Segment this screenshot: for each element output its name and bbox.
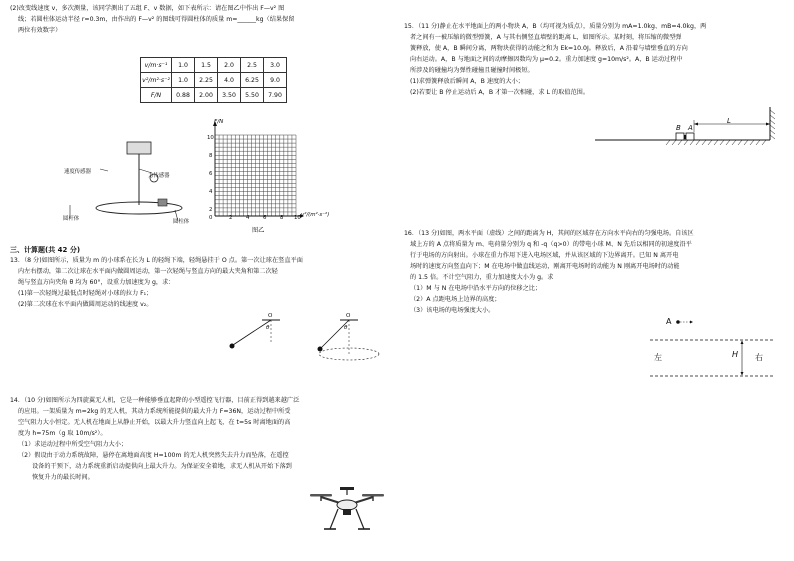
q16-line-2: 域上方的 A 点将质量为 m、电荷量分别为 q 和 -q（q>0）的带电小球 M、N 先后以相同的初速度沿平 [410,241,692,248]
floor-hatch [750,140,754,145]
q12-line-2: 线；若圆柱体运动半径 r=0.3m，由作出的 F—v² 的图线可得圆柱体的质量 m=______kg（结果保留 [18,16,295,23]
floor-hatch [696,140,700,145]
q13-line-2: 内左右摆动，第二次让球在水平面内做圆周运动，第一次轻绳与竖直方向的最大夹角和第二次轻 [18,268,278,275]
section-title: 三、计算题(共 42 分) [10,246,81,254]
q15-line-7: (2)若要让 B 停止运动后 A，B 才第一次相碰，求 L 的取值范围。 [410,89,590,96]
floor-hatch [684,140,688,145]
floor-hatch [666,140,670,145]
wall-hatch [770,115,775,119]
q12-data-table [140,57,287,103]
q12-line-3: 两位有效数字） [18,27,62,34]
floor-hatch [762,140,766,145]
graph-ylabel: F/N [214,119,224,125]
q16-line-6: （1）M 与 N 在电场中沿水平方向的位移之比； [410,285,542,292]
label-a-point: A [666,317,672,326]
label-speed-sensor: 速度传感器 [64,169,91,175]
q14-line-7: 设备的干预下，动力系统重新启动提供向上最大升力。为保证安全着地，求无人机从开始下落到 [32,463,292,470]
q15-line-3: 簧释放，使 A，B 瞬间分离，两物块获得的动能之和为 Ek=10.0J。释放后，A 沿着与墙壁垂直的方向 [410,45,688,52]
graph-caption: 图乙 [252,227,265,234]
y-tick: 10 [207,135,214,141]
label-right: 右 [755,353,763,362]
q13-line-3: 绳与竖直方向夹角 θ 均为 60°，设重力加速度为 g，求： [18,279,175,286]
wall-hatch [770,135,775,139]
q14-line-4: 度为 h=75m（g 取 10m/s²）。 [18,430,107,437]
label-a: A [688,124,693,132]
table-row: F/N 0.88 2.00 3.50 5.50 7.90 [141,88,287,103]
q16-line-4: 场时的速度方向竖直向下；M 在电场中做直线运动，刚离开电场时的动能为 N 刚离开电场时的动能 [410,263,680,270]
q13-line-5: (2)第二次球在水平面内做圆周运动的线速度 v₂。 [18,301,153,308]
q15-line-4: 向右运动。A，B 与地面之间的动摩擦因数均为 μ=0.2。重力加速度 g=10m/s²。A，B 运动过程中 [410,56,683,63]
point-a [676,320,680,324]
label-cylinder: 圆柱体 [173,219,190,225]
x-tick: 4 [246,215,250,221]
x-tick: 8 [280,215,284,221]
drone-image [300,485,395,535]
floor-hatch [744,140,748,145]
floor-hatch [732,140,736,145]
q15-line-2: 者之间有一被压缩的微型弹簧，A 与其右侧竖直墙壁的距离 L，如图所示。某时刻，将压缩的微型弹 [410,34,682,41]
q14-line-8: 恢复升力的最长时间。 [32,474,94,481]
wall-hatch [770,130,775,134]
q14-line-1: 14．（10 分)如图所示为四旋翼无人机，它是一种能够垂直起降的小型遥控飞行器，目前正得到越来越广泛 [10,397,300,404]
ball-right [318,347,323,352]
camera [343,509,351,515]
floor-hatch [690,140,694,145]
label-o-left: O [268,313,273,319]
label-theta-left: θ [266,325,270,331]
q15-line-6: (1)求弹簧释放后瞬间 A，B 速度的大小； [410,78,524,85]
block-b [676,133,684,140]
q15-figure [590,102,780,150]
floor-hatch [708,140,712,145]
q14-line-6: （2）假设由于动力系统故障，悬停在离地面高度 H=100m 的无人机突然失去升力而坠落，在遥控 [18,452,289,459]
floor-hatch [720,140,724,145]
x-tick: 10 [294,215,301,221]
q12-line-1: (2)改变线速度 v，多次测量，该同学测出了五组 F、v 数据，如下表所示：请在图乙中作出 F—v² 图 [10,5,285,12]
floor-hatch [756,140,760,145]
graph-gridlines [215,135,296,216]
q16-line-1: 16．（13 分)如图，两水平面（虚线）之间的距离为 H，其间的区域存在方向水平向右的匀强电场。自该区 [404,230,694,237]
floor-hatch [678,140,682,145]
wall-hatch [770,125,775,129]
table-row: v/m·s⁻¹ 1.0 1.5 2.0 2.5 3.0 [141,58,287,73]
y-tick: 4 [209,189,213,195]
floor-hatch [738,140,742,145]
y-tick: 6 [209,171,213,177]
wall-hatch [770,110,775,114]
graph-xlabel: v²/(m²·s⁻²) [301,212,330,218]
q15-line-5: 所涉及的碰撞均为弹性碰撞且碰撞时间极短。 [410,67,534,74]
label-l: L [727,117,731,125]
force-sensor-box [127,142,151,154]
q15-line-1: 15．（11 分)静止在水平地面上的两小物块 A，B（均可视为质点），质量分别为 mA=1.0kg、mB=4.0kg，两 [404,23,707,30]
ball-left [230,344,235,349]
drone-body [337,500,357,510]
q16-line-7: （2）A 点距电场上边界的高度； [410,296,501,303]
cylinder-block [158,199,167,206]
table-row: v²/m²·s⁻² 1.0 2.25 4.0 6.25 9.0 [141,73,287,88]
y-tick: 8 [209,153,213,159]
label-theta-right: θ [344,325,348,331]
x-tick: 6 [263,215,267,221]
block-a [686,133,694,140]
floor-hatch [672,140,676,145]
floor-hatch [726,140,730,145]
q16-line-5: 的 1.5 倍。不计空气阻力，重力加速度大小为 g。求 [410,274,554,281]
q13-line-1: 13．（8 分)如图所示，质量为 m 的小球系在长为 L 的轻绳下端，轻绳悬挂于 O 点。第一次让球在竖直平面 [10,257,303,264]
q16-line-3: 行于电场的方向射出。小球在重力作用下进入电场区域，并从该区域的下边界离开。已知 N 离开电 [410,252,679,259]
x-tick: 2 [229,215,233,221]
label-o-right: O [346,313,351,319]
q13-line-4: (1)第一次轻绳过最低点时轻绳对小球的拉力 F₁； [18,290,153,297]
label-cylinder-rod: 圆杆体 [63,216,80,222]
q16-line-8: （3）该电场的电场强度大小。 [410,307,495,314]
label-force-sensor: 力传感器 [148,173,170,179]
q14-line-3: 空气阻力大小恒定。无人机在地面上从静止开始，以最大升力竖直向上起飞，在 t=5s 时离地面的高 [18,419,291,426]
label-left: 左 [654,353,662,362]
y-tick: 0 [209,215,213,221]
q16-figure [640,312,780,384]
q14-line-5: （1）求运动过程中所受空气阻力大小； [18,441,128,448]
q13-pendulum-figure [220,312,390,370]
label-b: B [676,124,681,132]
floor-hatch [714,140,718,145]
floor-hatch [702,140,706,145]
y-tick: 2 [209,207,213,213]
wall-hatch [770,120,775,124]
q14-line-2: 的应用。一架质量为 m=2kg 的无人机，其动力系统所能提供的最大升力 F=36N，运动过程中所受 [18,408,291,415]
label-h: H [732,350,739,359]
